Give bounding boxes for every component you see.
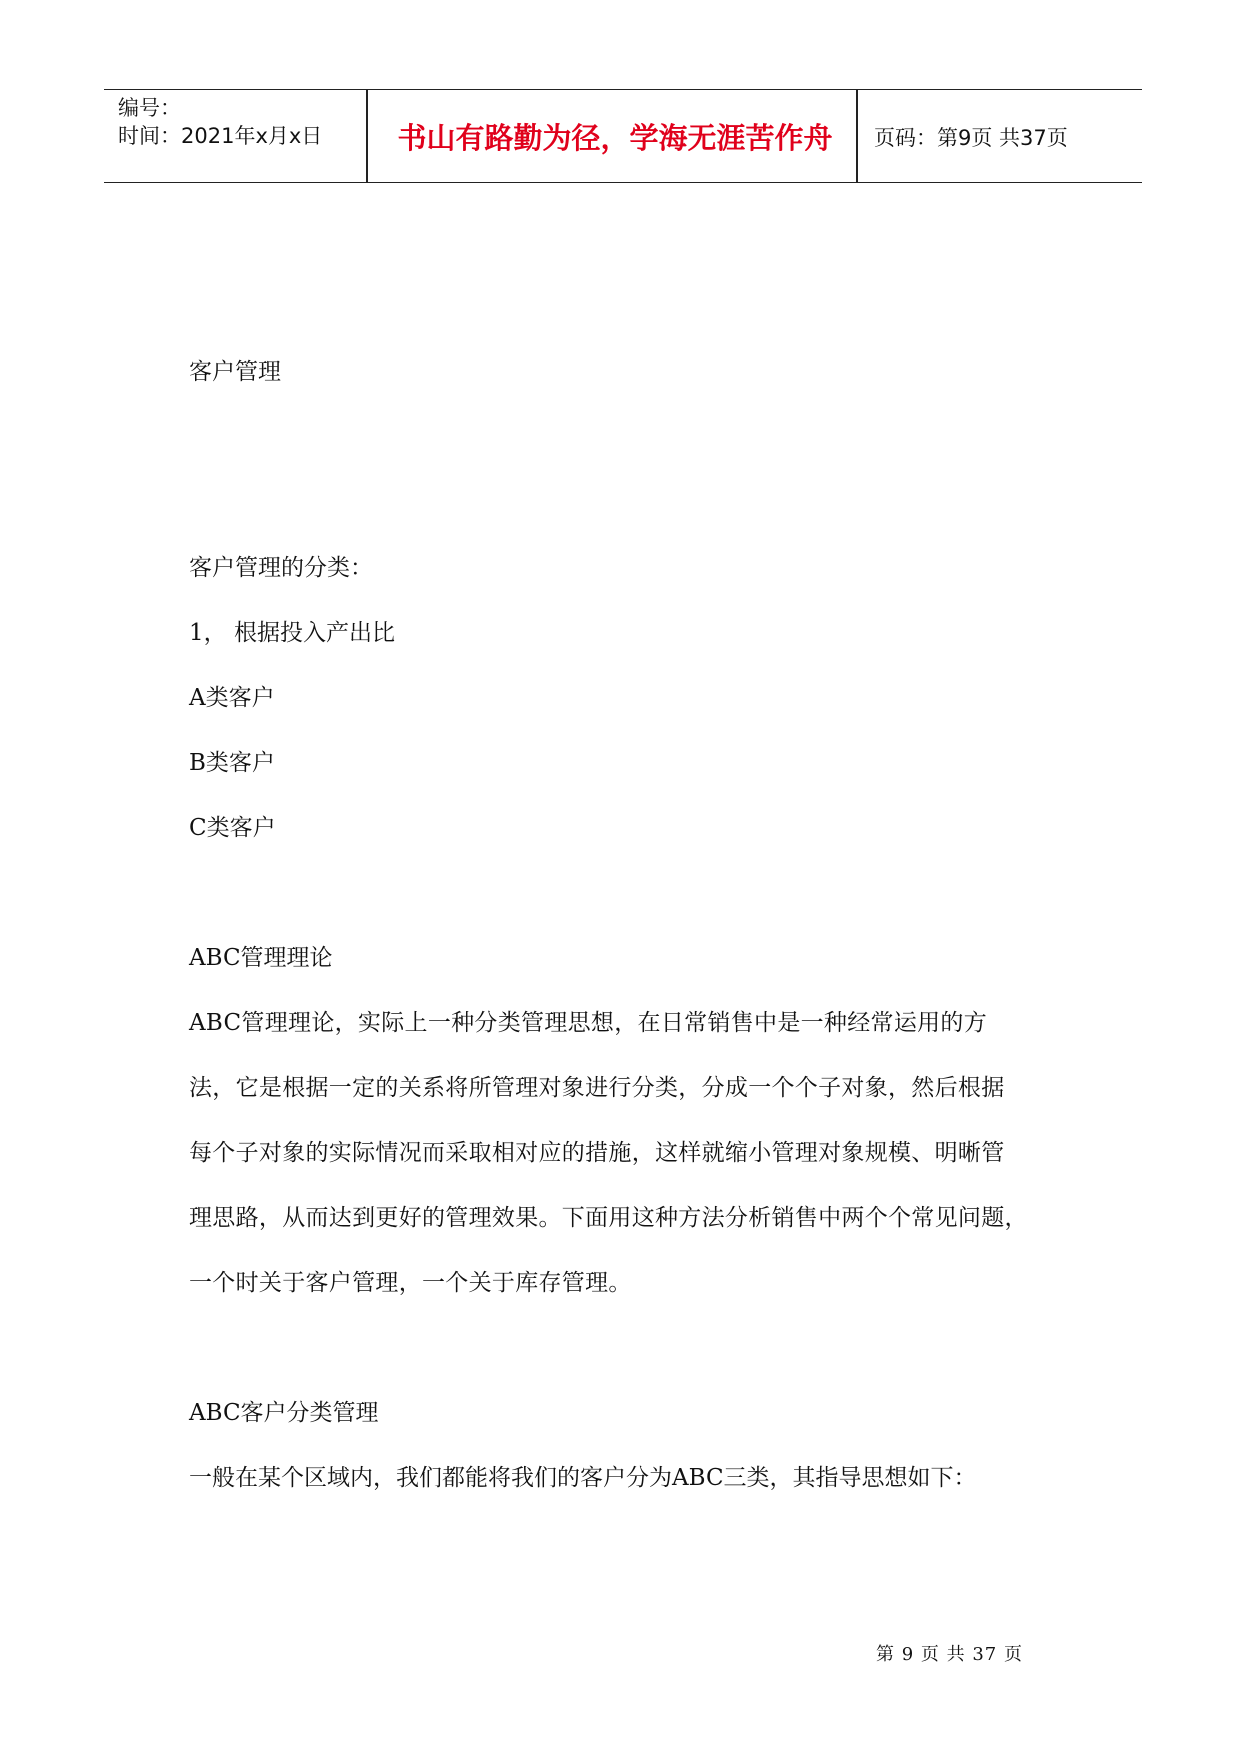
paragraph-line: 每个子对象的实际情况而采取相对应的措施，这样就缩小管理对象规模、明晰管 bbox=[189, 1140, 1005, 1166]
header-number: 编号： bbox=[118, 96, 181, 120]
classification-heading: 客户管理的分类： bbox=[189, 555, 373, 581]
classification-item-1: 1， 根据投入产出比 bbox=[189, 620, 395, 646]
header-divider-left bbox=[366, 90, 368, 182]
class-b: B类客户 bbox=[189, 750, 275, 776]
paragraph-line: ABC管理理论，实际上一种分类管理思想，在日常销售中是一种经常运用的方 bbox=[189, 1010, 988, 1036]
paragraph-line: 理思路，从而达到更好的管理效果。下面用这种方法分析销售中两个个常见问题， bbox=[189, 1205, 1028, 1231]
abc-customer-heading: ABC客户分类管理 bbox=[189, 1400, 379, 1426]
abc-theory-heading: ABC管理理论 bbox=[189, 945, 333, 971]
abc-theory-paragraph bbox=[189, 1009, 1069, 1334]
header-page-info: 页码：第9页 共37页 bbox=[874, 126, 1068, 150]
paragraph-line: 一个时关于客户管理，一个关于库存管理。 bbox=[189, 1270, 632, 1296]
doc-title: 客户管理 bbox=[189, 359, 281, 385]
class-c: C类客户 bbox=[189, 815, 276, 841]
header-meta bbox=[118, 94, 322, 150]
class-a: A类客户 bbox=[189, 685, 275, 711]
header-motto: 书山有路勤为径，学海无涯苦作舟 bbox=[397, 120, 833, 155]
document-header bbox=[104, 89, 1142, 183]
abc-customer-line: 一般在某个区域内，我们都能将我们的客户分为ABC三类，其指导思想如下： bbox=[189, 1465, 977, 1491]
page-footer: 第 9 页 共 37 页 bbox=[876, 1644, 1023, 1665]
paragraph-line: 法，它是根据一定的关系将所管理对象进行分类，分成一个个子对象，然后根据 bbox=[189, 1075, 1005, 1101]
header-time: 时间：2021年x月x日 bbox=[118, 124, 323, 148]
